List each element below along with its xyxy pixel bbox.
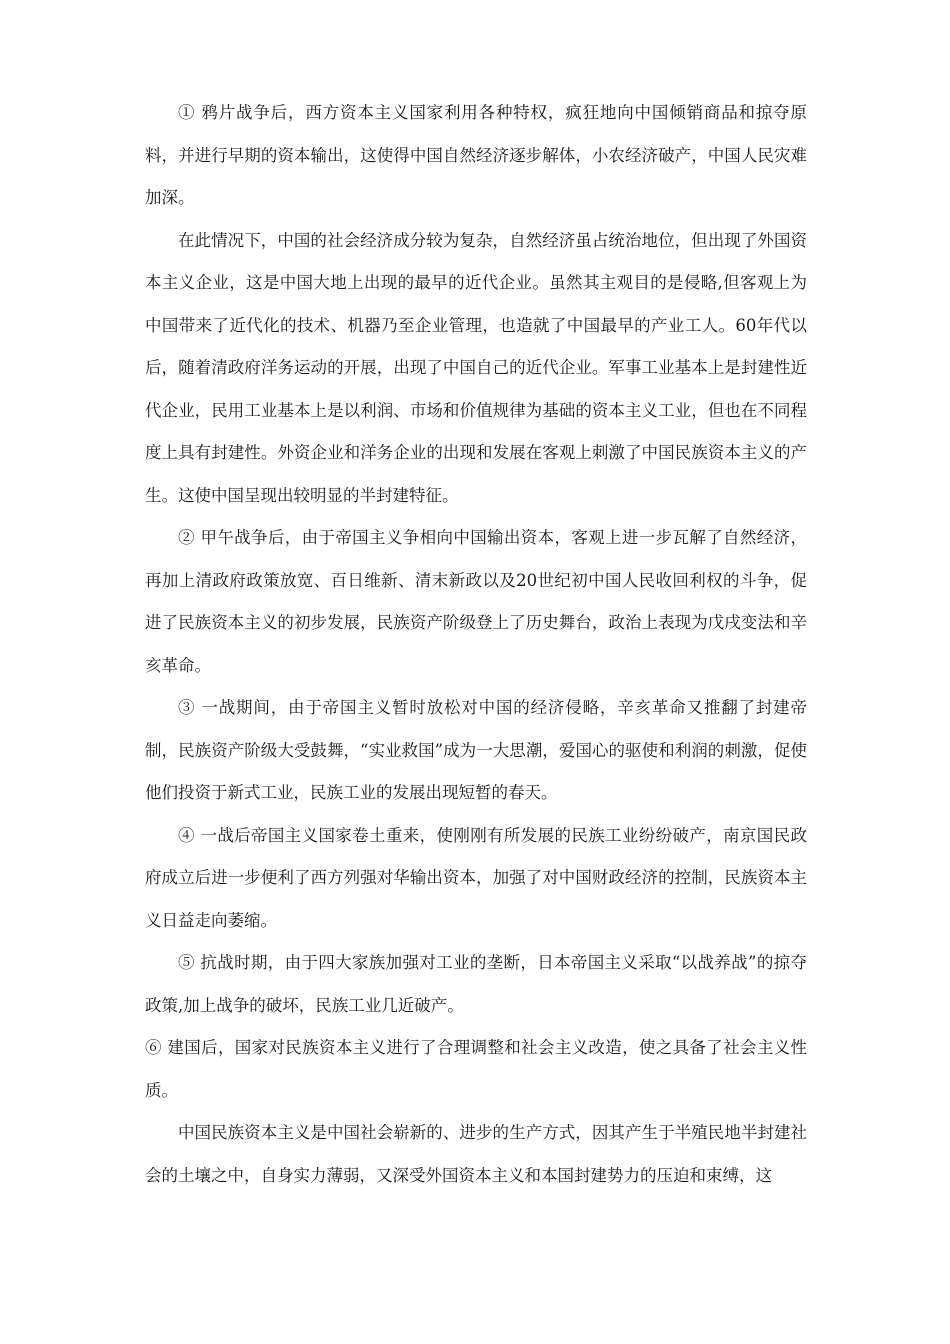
paragraph-after-founding: ⑥ 建国后，国家对民族资本主义进行了合理调整和社会主义改造，使之具备了社会主义性质。 (145, 1038, 807, 1100)
paragraph-conclusion: 中国民族资本主义是中国社会崭新的、进步的生产方式，因其产生于半殖民地半封建社会的土壤之中，自身实力薄弱，又深受外国资本主义和本国封建势力的压迫和束缚，这 (145, 1123, 807, 1185)
paragraph-anti-japanese-war: ⑤ 抗战时期，由于四大家族加强对工业的垄断，日本帝国主义采取“以战养战”的掠夺政策,加上战争的破坏，民族工业几近破产。 (145, 953, 807, 1015)
paragraph-wwi-period: ③ 一战期间，由于帝国主义暂时放松对中国的经济侵略，辛亥革命又推翻了封建帝制，民族资产阶级大受鼓舞，“实业救国”成为一大思潮，爱国心的驱使和利润的刺激，促使他们投资于新式工业，民族工业的发展出现短暂的春天。 (145, 698, 807, 802)
paragraph-opium-war: ① 鸦片战争后，西方资本主义国家利用各种特权，疯狂地向中国倾销商品和掠夺原料，并进行早期的资本输出，这使得中国自然经济逐步解体，小农经济破产，中国人民灾难加深。 (145, 103, 807, 207)
paragraph-sino-japanese-war: ② 甲午战争后，由于帝国主义争相向中国输出资本，客观上进一步瓦解了自然经济，再加上清政府政策放宽、百日维新、清末新政以及20世纪初中国人民收回利权的斗争，促进了民族资本主义的初步发展，民族资产阶级登上了历史舞台，政治上表现为戊戌变法和辛亥革命。 (145, 528, 807, 675)
paragraph-post-wwi: ④ 一战后帝国主义国家卷土重来，使刚刚有所发展的民族工业纷纷破产，南京国民政府成立后进一步便利了西方列强对华输出资本，加强了对中国财政经济的控制，民族资本主义日益走向萎缩。 (145, 825, 807, 930)
paragraph-social-economy: 在此情况下，中国的社会经济成分较为复杂，自然经济虽占统治地位，但出现了外国资本主义企业，这是中国大地上出现的最早的近代企业。虽然其主观目的是侵略,但客观上为中国带来了近代化的技术、机器乃至企业管理，也造就了中国最早的产业工人。60年代以后，随着清政府洋务运动的开展，出现了中国自己的近代企业。军事工业基本上是封建性近代企业，民用工业基本上是以利润、市场和价值规律为基础的资本主义工业，但也在不同程度上具有封建性。外资企业和洋务企业的出现和发展在客观上刺激了中国民族资本主义的产生。这使中国呈现出较明显的半封建特征。 (145, 230, 807, 505)
document-body (145, 92, 807, 1197)
